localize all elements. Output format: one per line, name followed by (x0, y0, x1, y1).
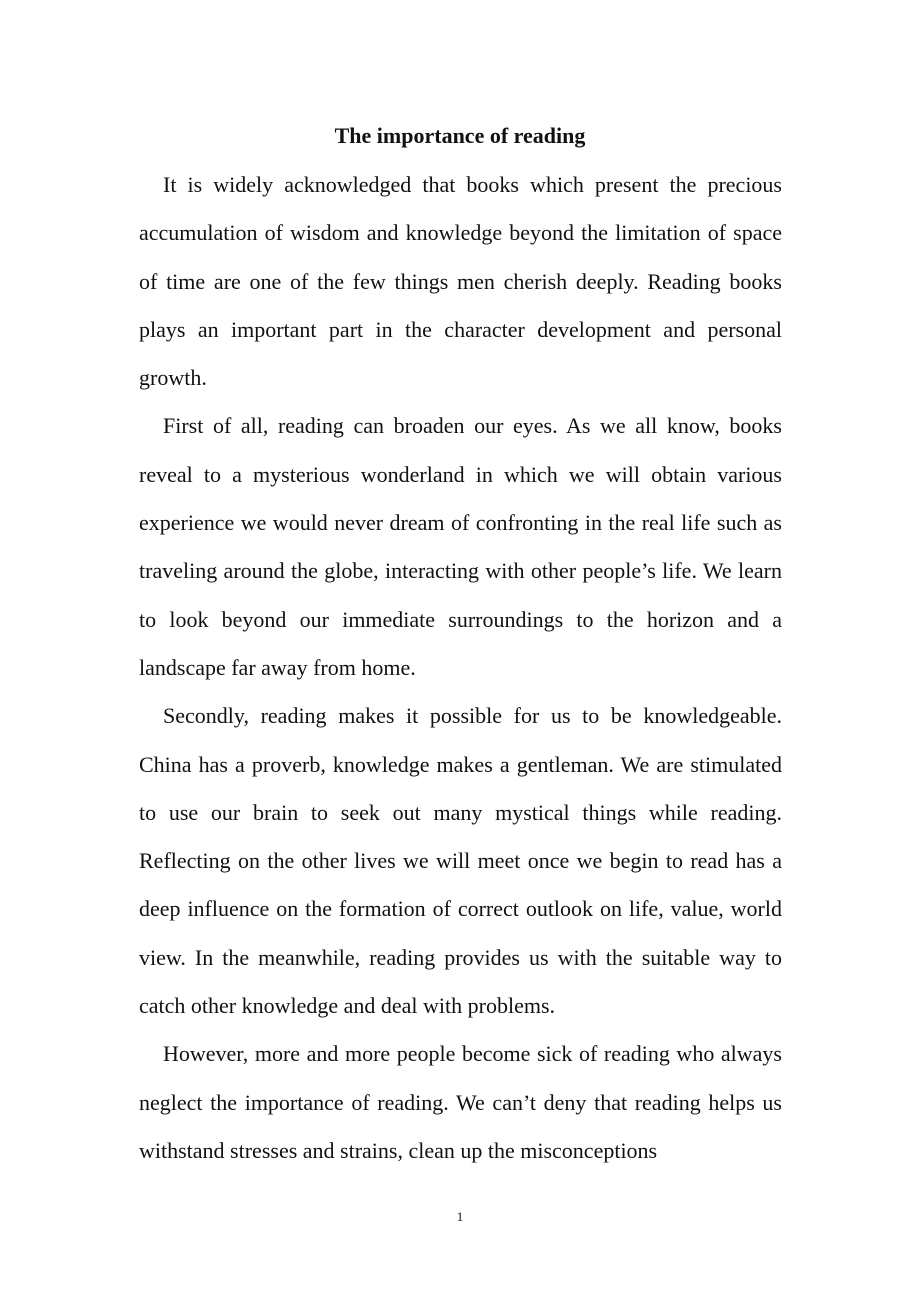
paragraph-broaden-eyes: First of all, reading can broaden our eyes. As we all know, books reveal to a mysterious wonderland in which we will obtain various experience we would never dream of confronting in the real life such as traveling around the globe, interacting with other people’s life. We learn to look beyond our immediate surroundings to the horizon and a landscape far away from home. (139, 413, 782, 680)
document-body (139, 161, 782, 1175)
page-number: 1 (456, 1209, 464, 1224)
page-title: The importance of reading (334, 123, 586, 148)
paragraph-intro: It is widely acknowledged that books which present the precious accumulation of wisdom and knowledge beyond the limitation of space of time are one of the few things men cherish deeply. Reading books plays an important part in the character development and personal growth. (139, 172, 782, 391)
paragraph-knowledgeable: Secondly, reading makes it possible for us to be knowledgeable. China has a proverb, knowledge makes a gentleman. We are stimulated to use our brain to seek out many mystical things while reading. Reflecting on the other lives we will meet once we begin to read has a deep influence on the formation of correct outlook on life, value, world view. In the meanwhile, reading provides us with the suitable way to catch other knowledge and deal with problems. (139, 703, 782, 1019)
paragraph-however: However, more and more people become sick of reading who always neglect the importance of reading. We can’t deny that reading helps us withstand stresses and strains, clean up the misconceptions (139, 1041, 782, 1163)
